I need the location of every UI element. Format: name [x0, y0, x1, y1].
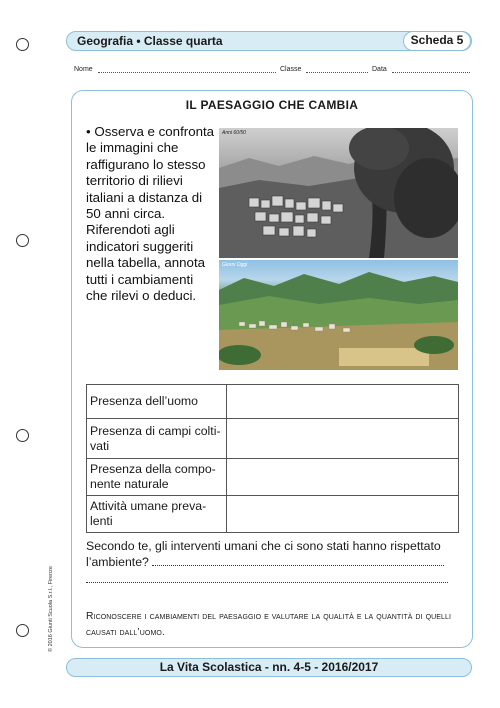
answer-cell[interactable] — [227, 419, 459, 459]
subject-label: Geografia • Classe quarta — [77, 34, 223, 48]
binder-hole — [16, 38, 29, 51]
instructions-text: • Osserva e confronta le immagini che raffigurano lo stesso territorio di rilievi italiani a distanza di 50 anni circa. Riferendoti agli indicatori suggeriti nella tabella, annota tutti i cambiamenti che rilevi o deduci. — [86, 124, 215, 304]
sheet-number: Scheda 5 — [403, 31, 471, 51]
binder-hole — [16, 429, 29, 442]
class-field[interactable] — [306, 72, 368, 73]
binder-hole — [16, 234, 29, 247]
date-field[interactable] — [392, 72, 470, 73]
answer-cell[interactable] — [227, 385, 459, 419]
old-landscape-photo — [219, 128, 458, 258]
answer-cell[interactable] — [227, 496, 459, 533]
answer-cell[interactable] — [227, 459, 459, 496]
old-landscape-drawing — [219, 128, 458, 258]
class-label: Classe — [280, 66, 302, 73]
answer-line[interactable] — [86, 573, 448, 583]
name-field[interactable] — [98, 72, 276, 73]
footer-bar: La Vita Scolastica - nn. 4-5 - 2016/2017 — [66, 658, 472, 677]
reflection-question — [86, 539, 466, 588]
answer-line[interactable] — [152, 556, 444, 566]
table-row — [87, 496, 459, 533]
copyright-note: © 2016 Giunti Scuola S.r.l., Firenze — [48, 566, 54, 652]
new-landscape-photo — [219, 260, 458, 370]
observation-table — [86, 384, 459, 533]
binder-hole — [16, 624, 29, 637]
new-landscape-drawing — [219, 260, 458, 370]
row-label: Presenza dell’uomo — [87, 385, 227, 419]
question-line-2: l’ambiente? — [86, 554, 149, 569]
old-photo-caption: Anni 60/50 — [222, 130, 246, 136]
page-title: IL PAESAGGIO CHE CAMBIA — [185, 98, 359, 112]
learning-goal: Riconoscere i cambiamenti del paesaggio e valutare la qualità e la quantità di quelli causati dall’uomo. — [86, 611, 452, 638]
new-photo-caption: Giorni Oggi — [222, 262, 248, 268]
name-label: Nome — [74, 66, 93, 73]
table-row — [87, 385, 459, 419]
table-row — [87, 459, 459, 496]
row-label: Presenza di campi colti-vati — [87, 419, 227, 459]
row-label: Attività umane preva-lenti — [87, 496, 227, 533]
header-bar — [66, 31, 472, 51]
question-line-1: Secondo te, gli interventi umani che ci sono stati hanno rispettato — [86, 539, 441, 553]
table-row — [87, 419, 459, 459]
date-label: Data — [372, 66, 387, 73]
row-label: Presenza della compo-nente naturale — [87, 459, 227, 496]
